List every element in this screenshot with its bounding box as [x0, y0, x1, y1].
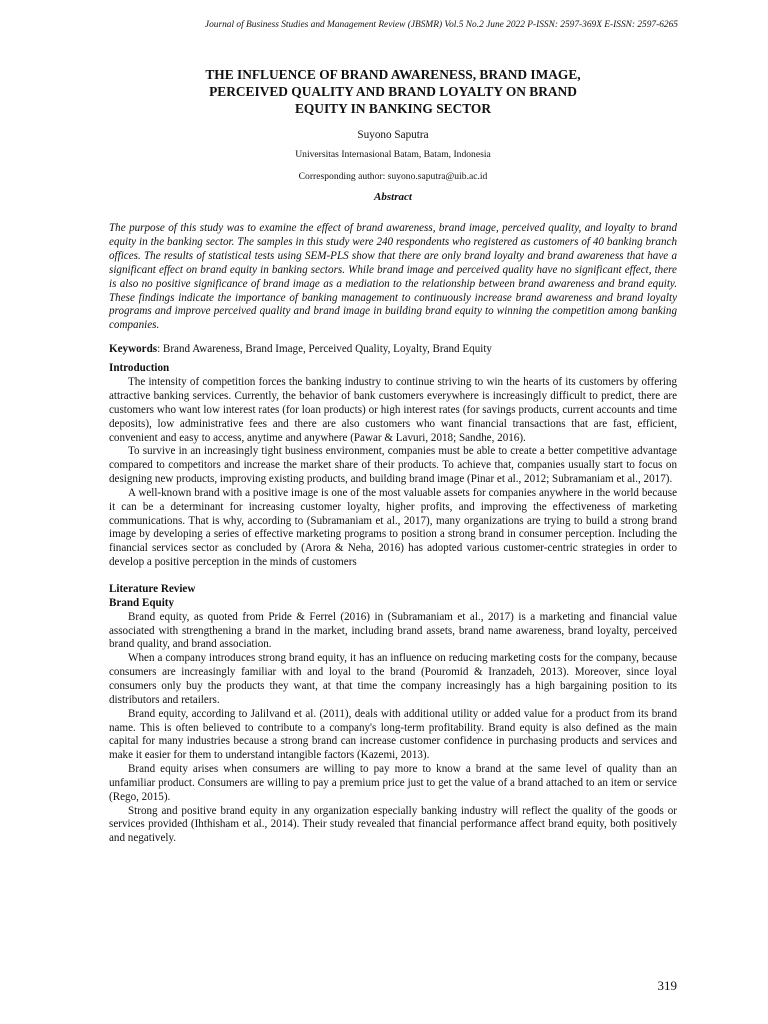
corresponding-author: Corresponding author: suyono.saputra@uib.ac.id — [298, 171, 488, 182]
paragraph: The intensity of competition forces the banking industry to continue striving to win the hearts of its customers by offering attractive banking services. Currently, the behavior of bank customers everywhere is increasingly difficult to predict, there are customers who want low interest rates (for loan products) or high interest rates (for savings products, current accounts and time deposits), low administrative fees and there are also customers who want financial transactions that are fast, efficient, convenient and easy to access, anytime and anywhere (Pawar & Lavuri, 2018; Sandhe, 2016). — [109, 376, 677, 444]
paragraph: To survive in an increasingly tight business environment, companies must be able to create a better competitive advantage compared to competitors and increase the market share of their products. To achieve that, companies usually start to focus on designing new products, improving existing products, and building brand image (Pinar et al., 2012; Subramaniam et al., 2017). — [109, 445, 677, 486]
main-content — [109, 222, 677, 846]
subsection-heading-brand-equity: Brand Equity — [109, 596, 175, 609]
paragraph: Brand equity, as quoted from Pride & Ferrel (2016) in (Subramaniam et al., 2017) is a marketing and financial value associated with strengthening a brand in the market, including brand assets, brand name awareness, brand loyalty, perceived brand quality, and brand association. — [109, 610, 677, 651]
paragraph: A well-known brand with a positive image is one of the most valuable assets for companies anywhere in the world because it can be a determinant for increasing customer loyalty, higher profits, and improving the effectiveness of marketing communications. That is why, according to (Subramaniam et al., 2017), many organizations are trying to build a strong brand image by developing a series of effective marketing programs to position a strong brand in consumer perception. Including the financial services sector as concluded by (Arora & Neha, 2016) has adopted various customer-centric strategies in order to develop a positive perception in the minds of customers — [109, 486, 677, 569]
abstract-text: The purpose of this study was to examine the effect of brand awareness, brand image, perceived quality, and loyalty to brand equity in the banking sector. The samples in this study were 240 respondents who registered as customers of 40 banking branch offices. The results of statistical tests using SEM-PLS show that there are only brand loyalty and brand awareness that have a significant effect on brand equity in banking sectors. While brand image and perceived quality have no significant effect, there is also no positive significance of brand image as a mediation to the relationship between brand awareness and brand equity. These findings indicate the importance of banking management to continuously increase brand awareness and brand loyalty programs and improve perceived quality and brand image in building brand equity to winning the competition among banking companies. — [109, 222, 677, 332]
author-name: Suyono Saputra — [357, 129, 429, 141]
keywords-list: : Brand Awareness, Brand Image, Perceived Quality, Loyalty, Brand Equity — [157, 343, 492, 356]
page-number: 319 — [657, 978, 677, 993]
paper-title — [109, 66, 677, 117]
paragraph: Strong and positive brand equity in any organization especially banking industry will reflect the quality of the goods or services provided (Ihthisham et al., 2014). Their study revealed that financial performance affect brand equity, both positively and negatively. — [109, 804, 677, 845]
title-block — [109, 66, 677, 203]
title-line: THE INFLUENCE OF BRAND AWARENESS, BRAND IMAGE, — [205, 67, 581, 82]
paragraph: Brand equity, according to Jalilvand et al. (2011), deals with additional utility or added value for a product from its brand name. This is often believed to contribute to a company's long-term profitability. Brand equity is also defined as the main capital for many industries because a strong brand can increase customer confidence in purchasing products and services and make it easier for them to understand intangible factors (Kazemi, 2013). — [109, 707, 677, 762]
author-affiliation: Universitas Internasional Batam, Batam, Indonesia — [295, 149, 491, 160]
section-heading-literature-review: Literature Review — [109, 582, 196, 595]
section-heading-introduction: Introduction — [109, 362, 170, 375]
paragraph: Brand equity arises when consumers are willing to pay more to know a brand at the same level of quality than an unfamiliar product. Consumers are willing to pay a premium price just to get the value of a brand attached to an item or service (Rego, 2015). — [109, 763, 677, 803]
paragraph: When a company introduces strong brand equity, it has an influence on reducing marketing costs for the company, because consumers are increasingly familiar with and loyal to the brand (Pouromid & Iranzadeh, 2013). Moreover, since loyal consumers only buy the products they want, at that time the company increasingly has a high bargaining position to its distributors and retailers. — [109, 652, 677, 706]
title-line: PERCEIVED QUALITY AND BRAND LOYALTY ON BRAND — [209, 84, 577, 99]
abstract-heading: Abstract — [374, 191, 412, 203]
title-line: EQUITY IN BANKING SECTOR — [294, 101, 492, 116]
keywords — [109, 342, 677, 356]
keywords-label: Keywords — [109, 343, 158, 356]
journal-header: Journal of Business Studies and Management Review (JBSMR) Vol.5 No.2 June 2022 P-ISSN: 2597-369X E-ISSN: 2597-6265 — [204, 20, 678, 30]
